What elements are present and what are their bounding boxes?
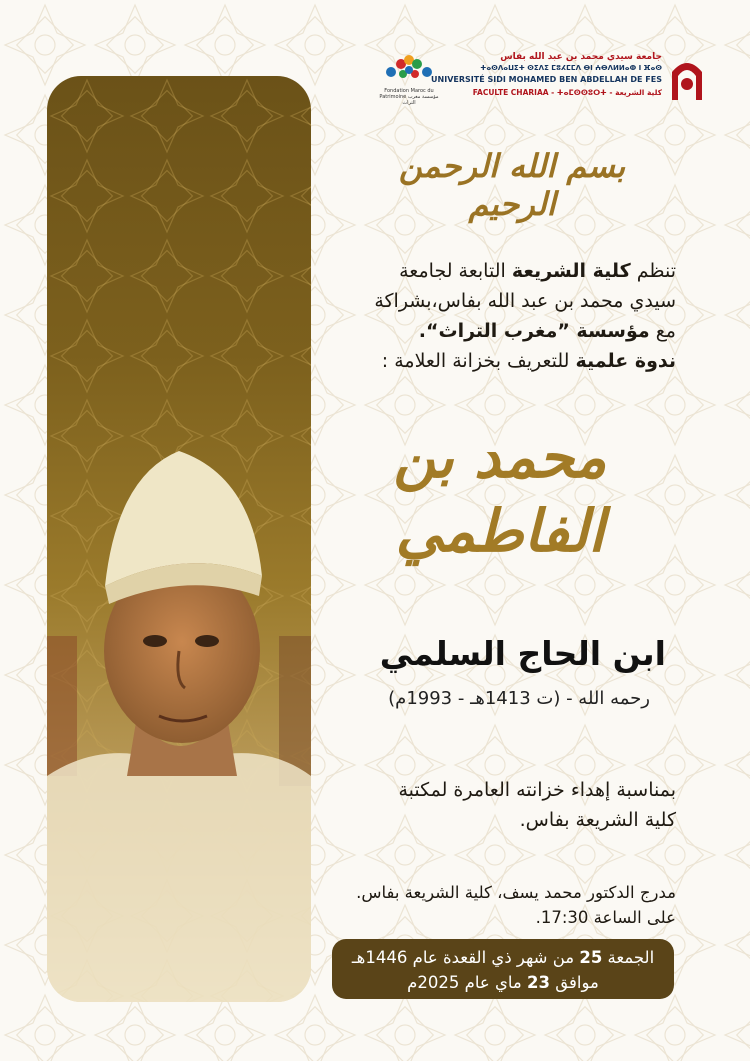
basmala-calligraphy: بسم الله الرحمن الرحيم — [398, 147, 626, 223]
university-name-french: UNIVERSITÉ SIDI MOHAMED BEN ABDELLAH DE FES — [431, 75, 662, 84]
foundation-name: Fondation Maroc du Patrimoine مؤسسة مغرب التراث — [379, 88, 439, 106]
occasion-line-1: بمناسبة إهداء خزانته العامرة لمكتبة — [398, 779, 676, 801]
intro-paragraph — [318, 256, 676, 376]
intro-line-2: سيدي محمد بن عبد الله بفاس،بشراكة — [374, 290, 676, 312]
university-name-tifinagh: ⵜⴰⵙⴷⴰⵡⵉⵜ ⵙⵉⴷⵉ ⵎⵓⵃⵎⵎⴷ ⴱⵏ ⵄⴱⴷⵍⵍⴰⵀ ⵏ ⴼⴰⵙ — [480, 64, 662, 72]
portrait-illustration — [47, 76, 311, 1002]
university-name-arabic: جامعة سيدي محمد بن عبد الله بفاس — [500, 52, 662, 62]
foundation-emblem-icon — [379, 50, 439, 84]
venue-time: على الساعة 17:30. — [535, 908, 676, 927]
occasion-paragraph — [318, 775, 676, 835]
faculty-name: FACULTE CHARIAA - ⵜⴰⵎⵙⵙⵓⵔⵜ - كلية الشريعة — [472, 88, 662, 97]
honoree-name-first: محمد بن — [393, 423, 607, 491]
date-hijri: الجمعة 25 من شهر ذي القعدة عام 1446هـ — [351, 948, 655, 967]
honoree-name-second: الفاطمي — [395, 497, 605, 565]
date-box — [332, 939, 674, 999]
intro-line-4: ندوة علمية للتعريف بخزانة العلامة : — [381, 350, 676, 372]
occasion-line-2: كلية الشريعة بفاس. — [519, 809, 676, 831]
honoree-name-calligraphy — [330, 420, 670, 568]
honoree-dates: رحمه الله - (ت 1413هـ - 1993م) — [388, 688, 650, 709]
date-gregorian: موافق 23 ماي عام 2025م — [407, 973, 599, 992]
university-emblem-icon — [666, 52, 708, 102]
portrait-panel — [47, 76, 311, 1002]
venue-line-1: مدرج الدكتور محمد يسف، كلية الشريعة بفاس. — [356, 883, 676, 902]
university-logo — [431, 52, 714, 106]
intro-line-3: مع مؤسسة ”مغرب التراث“. — [418, 320, 676, 342]
honoree-subtitle: ابن الحاج السلمي — [379, 634, 666, 673]
intro-line-1: تنظم كلية الشريعة التابعة لجامعة — [399, 260, 676, 282]
venue-info — [300, 880, 676, 930]
